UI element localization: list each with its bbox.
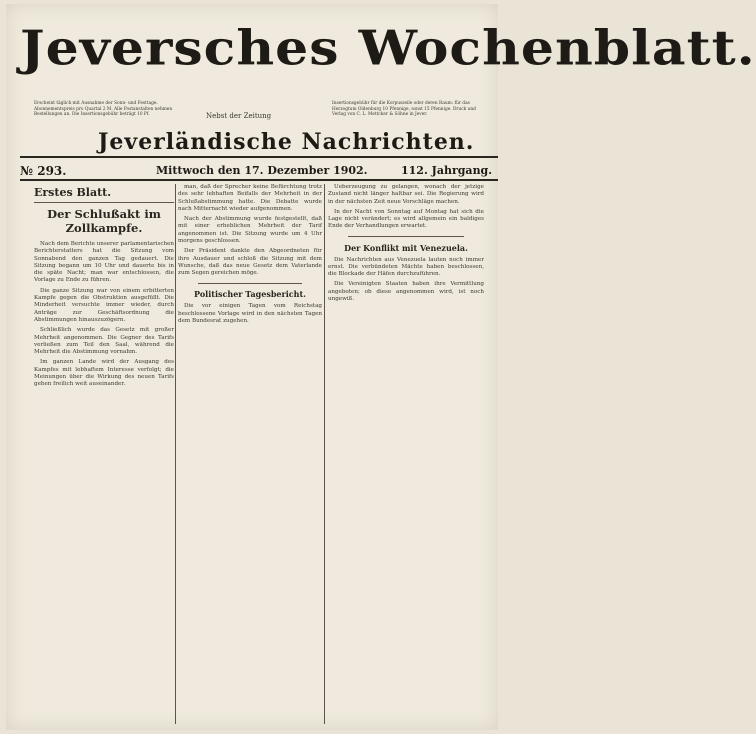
info-left: Erscheint täglich mit Ausnahme der Sonn- und Festtage. Abonnementspreis pro Quartal 2 M. Alle Postanstalten nehmen Bestellungen an. Die Insertionsgebühr beträgt 10 Pf. [34,101,173,118]
paragraph: Ueberzeugung zu gelangen, wonach der jetzige Zustand nicht länger haltbar sei. Die Regierung wird in der nächsten Zeit neue Vorschläge machen. [328,184,484,205]
separator [198,283,302,284]
separator [348,236,464,237]
column-3 [328,184,484,724]
paragraph: Der Präsident dankte den Abgeordneten für ihre Ausdauer und schloß die Sitzung mit dem Wunsche, daß das neue Gesetz dem Vaterlande zum Segen gereichen möge. [178,248,322,277]
paragraph: Die vor einigen Tagen vom Reichstag beschlossene Vorlage wird in den nächsten Tagen dem Bundesrat zugehen. [178,303,322,324]
paragraph: Schließlich wurde das Gesetz mit großer Mehrheit angenommen. Die Gegner des Tarifs verließen zum Teil den Saal, während die Mehrheit die Abstimmung vornahm. [34,327,174,356]
paragraph: man, daß der Sprecher keine Befürchtung trotz des sehr lebhaften Beifalls der Mehrheit in der Schlußabstimmung hatte. Die Debatte wurde nach Mitternacht wieder aufgenommen. [178,184,322,212]
article-body [328,257,484,304]
column-divider [175,184,176,724]
info-right: Insertionsgebühr für die Korpuszeile oder deren Raum: für das Herzogtum Oldenburg 10 Pfennige, sonst 15 Pfennige. Druck und Verlag von C. L. Mettcker & Söhne in Jever. [332,101,476,118]
issue-number: № 293. [20,164,67,178]
article-body [178,303,322,325]
article-headline: Der Schlußakt im Zollkampfe. [47,207,161,235]
column-1 [34,184,174,724]
column-divider [324,184,325,724]
article-body [34,241,174,389]
section-title: Der Konflikt mit Venezuela. [344,242,468,253]
paragraph: Die Vereinigten Staaten haben ihre Vermittlung angeboten; ob diese angenommen wird, ist noch ungewiß. [328,281,484,303]
issue-date: Mittwoch den 17. Dezember 1902. [156,164,368,177]
article-body [178,184,322,278]
rule-top [20,156,498,158]
newspaper-page [6,4,756,730]
masthead: Jeversches Wochenblatt. [20,20,756,77]
beiblatt-note: Nebst der Zeitung [206,112,272,120]
issue-year: 112. Jahrgang. [401,164,493,177]
paragraph: Im ganzen Lande wird der Ausgang des Kampfes mit lebhaftem Interesse verfolgt; die Meinungen über die Wirkung des neuen Tarifs gehen freilich weit auseinander. [34,359,174,388]
paragraph: Die Nachrichten aus Venezuela lauten noch immer ernst. Die verbündeten Mächte haben beschlossen, die Blockade der Häfen durchzuführen. [328,256,484,278]
paragraph: Die ganze Sitzung war von einem erbitterten Kampfe gegen die Obstruktion ausgefüllt. Die Minderheit versuchte immer wieder, durch Anträge zur Geschäftsordnung die Abstimmungen hinauszuzögern. [34,287,174,323]
section-title: Politischer Tagesbericht. [194,289,306,300]
subtitle: Jeverländische Nachrichten. [98,129,475,155]
column-2 [178,184,322,724]
paragraph: Nach dem Berichte unserer parlamentarischen Berichterstatters hat die Sitzung vom Sonnabend den ganzen Tag gedauert. Die Sitzung begann um 10 Uhr und dauerte bis in die späte Nacht; man war entschlossen, die Vorlage zu Ende zu führen. [34,241,174,284]
article-body [328,184,484,231]
rule-bottom [20,179,498,181]
paragraph: In der Nacht von Sonntag auf Montag hat sich die Lage nicht verändert; es wird allgemein ein baldiges Ende der Verhandlungen erwartet. [328,208,484,230]
paragraph: Nach der Abstimmung wurde festgestellt, daß mit einer erheblichen Mehrheit der Tarif angenommen ist. Die Sitzung wurde um 4 Uhr morgens geschlossen. [178,216,322,245]
section-title: Erstes Blatt. [34,186,174,203]
